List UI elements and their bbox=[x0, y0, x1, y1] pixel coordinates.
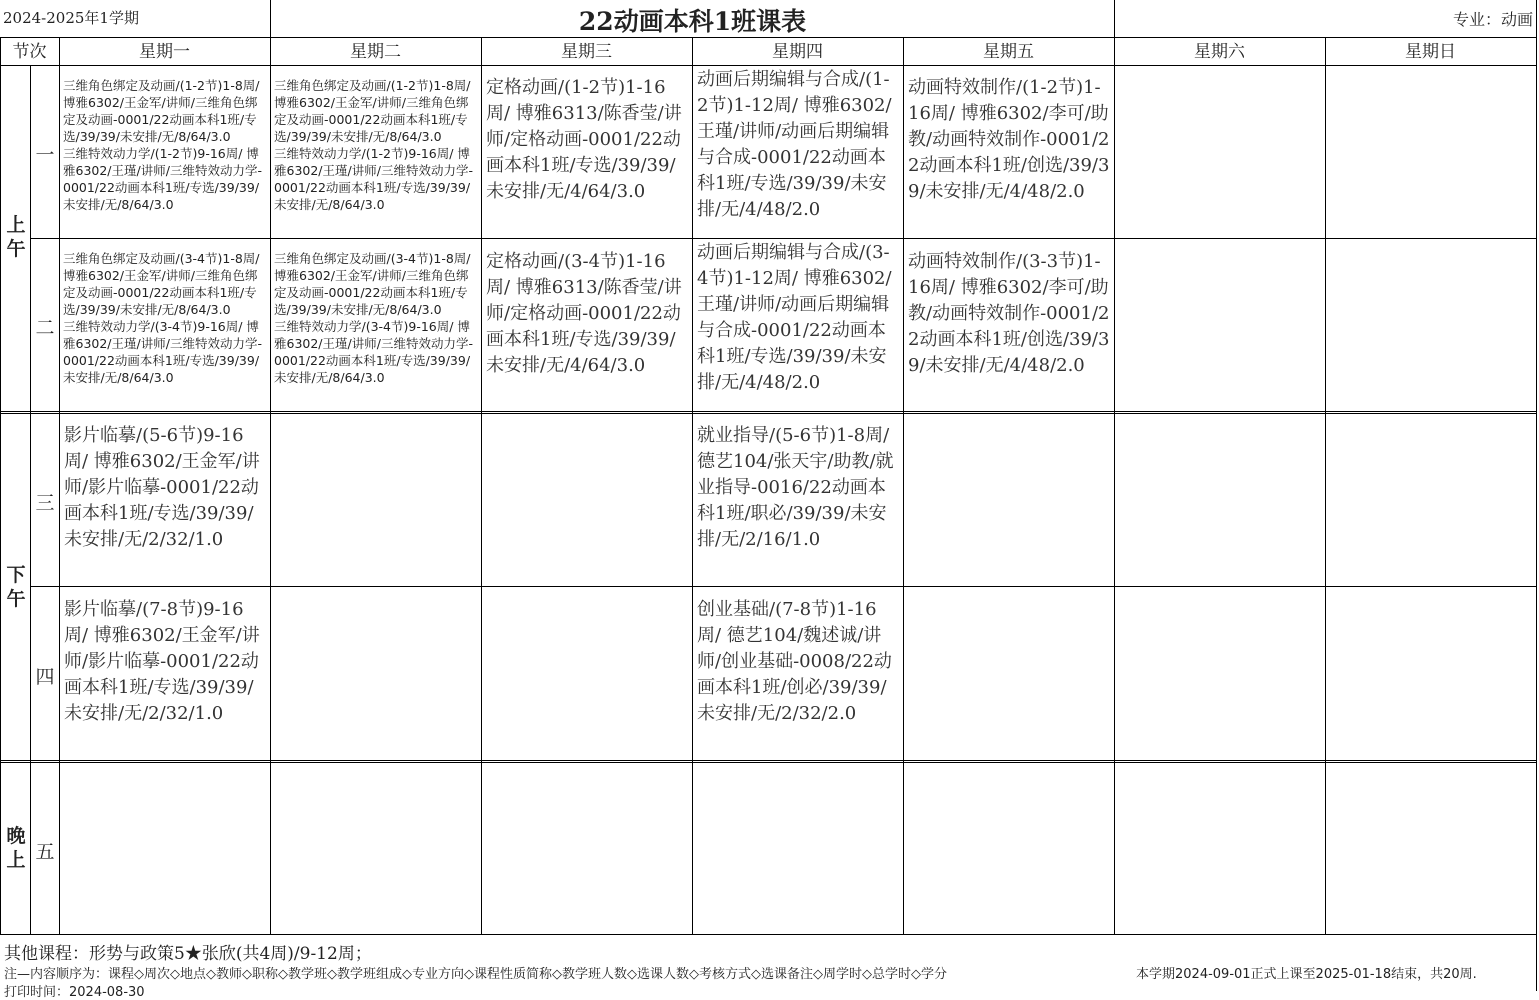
course-cell-p4-monday[interactable]: 影片临摹/(7-8节)9-16周/ 博雅6302/王金军/讲师/影片临摹-0001/22动画本科1班/专选/39/39/未安排/无/2/32/1.0 bbox=[64, 599, 260, 724]
page-title: 22动画本科1班课表 bbox=[578, 7, 807, 36]
column-header-friday: 星期五 bbox=[983, 42, 1034, 62]
session-afternoon: 下午 bbox=[6, 564, 26, 610]
course-cell-p2-friday[interactable]: 动画特效制作/(3-3节)1-16周/ 博雅6302/李可/助教/动画特效制作-0001/22动画本科1班/创选/39/39/未安排/无/4/48/2.0 bbox=[908, 251, 1110, 376]
period-5: 五 bbox=[35, 841, 55, 863]
column-header-saturday: 星期六 bbox=[1194, 42, 1245, 62]
period-4: 四 bbox=[35, 666, 55, 688]
course-cell-p1-friday[interactable]: 动画特效制作/(1-2节)1-16周/ 博雅6302/李可/助教/动画特效制作-0001/22动画本科1班/创选/39/39/未安排/无/4/48/2.0 bbox=[908, 77, 1110, 202]
column-header-tuesday: 星期二 bbox=[350, 42, 401, 62]
course-cell-p1-monday[interactable]: 三维角色绑定及动画/(1-2节)1-8周/ 博雅6302/王金军/讲师/三维角色绑定及动画-0001/22动画本科1班/专选/39/39/未安排/无/8/64/3.0 三维特效动力学/(1-2节)9-16周/ 博雅6302/王瑾/讲师/三维特效动力学-0001/22动画本科1班/专选/39/39/未安排/无/8/64/3.0 bbox=[63, 78, 262, 212]
course-cell-p1-wednesday[interactable]: 定格动画/(1-2节)1-16周/ 博雅6313/陈香莹/讲师/定格动画-0001/22动画本科1班/专选/39/39/未安排/无/4/64/3.0 bbox=[486, 77, 682, 202]
major-label: 专业：动画 bbox=[1452, 10, 1533, 29]
session-evening: 晚上 bbox=[6, 825, 26, 871]
course-cell-p3-thursday[interactable]: 就业指导/(5-6节)1-8周/ 德艺104/张天宇/助教/就业指导-0016/22动画本科1班/职必/39/39/未安排/无/2/16/1.0 bbox=[697, 425, 894, 550]
column-header-period: 节次 bbox=[12, 42, 47, 62]
period-2: 二 bbox=[35, 317, 55, 339]
period-3: 三 bbox=[35, 492, 55, 514]
other-courses: 其他课程：形势与政策5★张欣(共4周)/9-12周； bbox=[4, 944, 372, 964]
column-header-sunday: 星期日 bbox=[1405, 42, 1456, 62]
period-1: 一 bbox=[35, 144, 55, 166]
course-cell-p4-thursday[interactable]: 创业基础/(7-8节)1-16周/ 德艺104/魏述诚/讲师/创业基础-0008/22动画本科1班/创必/39/39/未安排/无/2/32/2.0 bbox=[697, 599, 892, 724]
course-cell-p3-monday[interactable]: 影片临摹/(5-6节)9-16周/ 博雅6302/王金军/讲师/影片临摹-0001/22动画本科1班/专选/39/39/未安排/无/2/32/1.0 bbox=[64, 425, 260, 550]
column-header-wednesday: 星期三 bbox=[561, 42, 612, 62]
course-cell-p2-wednesday[interactable]: 定格动画/(3-4节)1-16周/ 博雅6313/陈香莹/讲师/定格动画-0001/22动画本科1班/专选/39/39/未安排/无/4/64/3.0 bbox=[486, 251, 682, 376]
course-cell-p1-tuesday[interactable]: 三维角色绑定及动画/(1-2节)1-8周/ 博雅6302/王金军/讲师/三维角色绑定及动画-0001/22动画本科1班/专选/39/39/未安排/无/8/64/3.0 三维特效动力学/(1-2节)9-16周/ 博雅6302/王瑾/讲师/三维特效动力学-0001/22动画本科1班/专选/39/39/未安排/无/8/64/3.0 bbox=[274, 78, 473, 212]
column-header-monday: 星期一 bbox=[139, 42, 190, 62]
print-time: 打印时间：2024-08-30 bbox=[4, 985, 145, 1000]
course-cell-p1-thursday[interactable]: 动画后期编辑与合成/(1-2节)1-12周/ 博雅6302/王瑾/讲师/动画后期编辑与合成-0001/22动画本科1班/专选/39/39/未安排/无/4/48/2.0 bbox=[697, 69, 892, 220]
session-morning: 上午 bbox=[6, 214, 26, 260]
content-order-note: 注—内容顺序为：课程◇周次◇地点◇教师◇职称◇教学班◇教学班组成◇专业方向◇课程性质简称◇教学班人数◇选课人数◇考核方式◇选课备注◇周学时◇总学时◇学分 bbox=[4, 967, 947, 982]
course-cell-p2-tuesday[interactable]: 三维角色绑定及动画/(3-4节)1-8周/ 博雅6302/王金军/讲师/三维角色绑定及动画-0001/22动画本科1班/专选/39/39/未安排/无/8/64/3.0 三维特效动力学/(3-4节)9-16周/ 博雅6302/王瑾/讲师/三维特效动力学-0001/22动画本科1班/专选/39/39/未安排/无/8/64/3.0 bbox=[274, 251, 473, 385]
term-info: 本学期2024-09-01正式上课至2025-01-18结束，共20周. bbox=[1136, 967, 1477, 982]
course-cell-p2-thursday[interactable]: 动画后期编辑与合成/(3-4节)1-12周/ 博雅6302/王瑾/讲师/动画后期编辑与合成-0001/22动画本科1班/专选/39/39/未安排/无/4/48/2.0 bbox=[697, 242, 892, 393]
course-cell-p2-monday[interactable]: 三维角色绑定及动画/(3-4节)1-8周/ 博雅6302/王金军/讲师/三维角色绑定及动画-0001/22动画本科1班/专选/39/39/未安排/无/8/64/3.0 三维特效动力学/(3-4节)9-16周/ 博雅6302/王瑾/讲师/三维特效动力学-0001/22动画本科1班/专选/39/39/未安排/无/8/64/3.0 bbox=[63, 251, 262, 385]
semester-label: 2024-2025年1学期 bbox=[3, 9, 139, 27]
column-header-thursday: 星期四 bbox=[772, 42, 823, 62]
